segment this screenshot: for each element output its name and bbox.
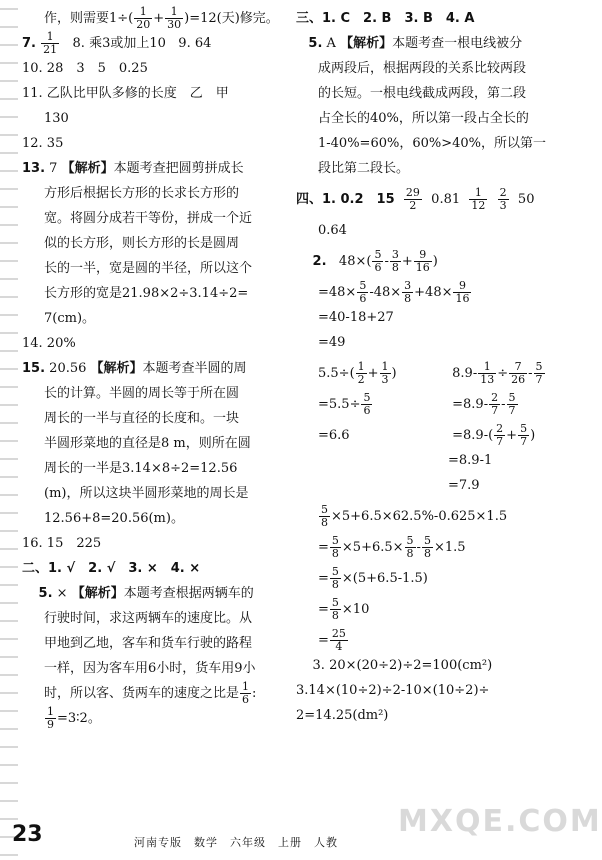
numerator: 5 <box>423 534 431 547</box>
operator: : <box>252 686 257 701</box>
text: )=12(天)修完。 <box>184 11 279 26</box>
answer-16: 16. 15 225 <box>22 536 102 551</box>
answer: 50 <box>517 192 535 207</box>
numerator: 5 <box>374 248 382 261</box>
expr: =8.9-1 <box>448 453 493 468</box>
operator: - <box>501 397 506 412</box>
answer: × <box>56 586 68 601</box>
page-footer <box>12 804 602 852</box>
fraction <box>453 280 471 305</box>
question-number: 15. <box>22 361 46 376</box>
denominator: 8 <box>404 292 412 305</box>
calc-line: =40-18+27 <box>318 310 394 325</box>
expr: 3. 20×(20÷2)÷2=100(cm²) <box>312 658 493 673</box>
numerator: 5 <box>406 534 414 547</box>
answer-3-5 <box>296 31 568 56</box>
denominator: 12 <box>471 199 486 212</box>
expr: =7.9 <box>448 478 480 493</box>
expr: =6.6 <box>318 428 350 443</box>
fraction <box>404 187 422 212</box>
analysis-line: 成两段后，根据两段的关系比较两段 <box>318 61 527 76</box>
analysis-text: 本题考查半圆的周 <box>142 361 247 376</box>
answer-12: 12. 35 <box>22 136 64 151</box>
denominator: 8 <box>331 578 339 591</box>
fraction <box>422 535 433 560</box>
numerator: 5 <box>331 565 339 578</box>
fraction <box>405 535 416 560</box>
fraction <box>534 361 545 386</box>
answer-15 <box>22 356 284 381</box>
denominator: 7 <box>535 373 543 386</box>
numerator: 3 <box>391 248 399 261</box>
right-column <box>296 6 568 728</box>
numerator: 9 <box>414 249 432 262</box>
expr: =8.9- <box>452 397 489 412</box>
analysis-text: =3∶2。 <box>57 711 101 726</box>
denominator: 30 <box>167 18 182 31</box>
analysis-text: 本题考查把圆剪拼成长 <box>113 161 244 176</box>
analysis-line: (m)，所以这块半圆形菜地的周长是 <box>44 486 249 501</box>
denominator: 3 <box>499 199 507 212</box>
operator: - <box>416 540 421 555</box>
denominator: 21 <box>43 43 58 56</box>
numerator: 25 <box>331 627 346 640</box>
analysis-tag: 【解析】 <box>340 36 393 51</box>
denominator: 6 <box>242 693 250 706</box>
numerator: 1 <box>41 31 59 44</box>
denominator: 7 <box>520 435 528 448</box>
fraction <box>402 280 413 305</box>
section-2-answers: 二、1. √ 2. √ 3. × 4. × <box>22 561 201 576</box>
calc-line <box>296 597 568 622</box>
fraction <box>134 6 152 31</box>
denominator: 8 <box>423 547 431 560</box>
numerator: 1 <box>47 705 54 718</box>
fraction <box>478 361 496 386</box>
answer-13 <box>22 156 284 181</box>
analysis-line: 方形后根据长方形的长求长方形的 <box>44 186 240 201</box>
fraction <box>356 361 367 386</box>
analysis-line: 12.56+8=20.56(m)。 <box>44 511 184 526</box>
analysis-line: 宽。将圆分成若干等份，拼成一个近 <box>44 211 253 226</box>
denominator: 6 <box>359 292 367 305</box>
watermark: MXQE.COM <box>398 804 602 839</box>
answer-3-cont: 2=14.25(dm²) <box>296 708 389 723</box>
question-number: 5. <box>38 586 53 601</box>
answer-2-5 <box>22 581 284 606</box>
answer: 0.81 <box>431 192 461 207</box>
fraction <box>330 597 341 622</box>
analysis-tag: 【解析】 <box>71 586 124 601</box>
denominator: 20 <box>136 18 151 31</box>
answers: 四、1. 0.2 15 <box>296 192 395 207</box>
numerator: 2 <box>496 422 504 435</box>
denominator: 6 <box>374 261 382 274</box>
answer-3 <box>296 653 568 678</box>
answer: A <box>326 36 336 51</box>
denominator: 8 <box>321 516 328 529</box>
section-3-answers: 三、1. C 2. B 3. B 4. A <box>296 11 475 26</box>
analysis-tag: 【解析】 <box>61 161 114 176</box>
fraction <box>372 249 383 274</box>
expr: +48× <box>414 285 453 300</box>
denominator: 2 <box>357 373 365 386</box>
answer-7-8-9 <box>22 31 284 56</box>
answer-11: 11. 乙队比甲队多修的长度 乙 甲 <box>22 86 229 101</box>
numerator: 5 <box>321 503 328 516</box>
numerator: 5 <box>359 279 367 292</box>
analysis-line: 占全长的40%，所以第一段占全长的 <box>318 111 529 126</box>
fraction <box>45 706 56 731</box>
fraction <box>330 535 341 560</box>
denominator: 8 <box>331 609 339 622</box>
answer: 0.64 <box>318 223 347 238</box>
analysis-line: 半圆形菜地的直径是8 m，则所在圆 <box>44 436 251 451</box>
fraction <box>240 681 251 706</box>
analysis-tag: 【解析】 <box>90 361 143 376</box>
analysis-text: 本题考查一根电线被分 <box>392 36 523 51</box>
calc-line: =49 <box>318 335 346 350</box>
question-number: 2. <box>312 254 327 269</box>
expr: =5.5÷ <box>318 397 361 412</box>
denominator: 26 <box>511 373 526 386</box>
numerator: 1 <box>242 680 250 693</box>
numerator: 1 <box>478 361 496 374</box>
denominator: 4 <box>335 640 343 653</box>
expr: ×(5+6.5-1.5) <box>341 571 428 586</box>
expr: ×1.5 <box>433 540 466 555</box>
calc-line <box>296 473 568 498</box>
numerator: 1 <box>469 187 487 200</box>
expr: ) <box>432 254 438 269</box>
numerator: 5 <box>331 596 339 609</box>
text: 作，则需要1÷( <box>44 11 134 26</box>
question-number: 5. <box>308 36 323 51</box>
calc-line-pair <box>296 392 568 417</box>
fraction <box>518 423 529 448</box>
answer-14: 14. 20% <box>22 336 76 351</box>
numerator: 29 <box>405 186 420 199</box>
analysis-text: 本题考查根据两辆车的 <box>123 586 254 601</box>
numerator: 2 <box>499 186 507 199</box>
denominator: 8 <box>331 547 339 560</box>
fraction <box>380 361 391 386</box>
calc-line <box>296 535 568 560</box>
numerator: 1 <box>357 360 365 373</box>
numerator: 9 <box>453 280 471 293</box>
expr: = <box>318 602 329 617</box>
expr: = <box>318 571 329 586</box>
answer: 7 <box>49 161 58 176</box>
numerator: 5 <box>331 534 339 547</box>
expr: =8.9-( <box>452 428 494 443</box>
operator: ÷ <box>497 366 509 381</box>
expr: 48×( <box>338 254 372 269</box>
calc-2-line <box>296 249 568 274</box>
analysis-line: 7(cm)。 <box>44 311 96 326</box>
denominator: 8 <box>406 547 414 560</box>
calc-line-pair <box>296 361 568 386</box>
expr: 8.9- <box>452 366 478 381</box>
fraction <box>414 249 432 274</box>
expr: = <box>318 633 329 648</box>
numerator: 5 <box>535 360 543 373</box>
numerator: 5 <box>363 391 371 404</box>
fraction <box>390 249 401 274</box>
answer-10: 10. 28 3 5 0.25 <box>22 61 148 76</box>
fraction <box>489 392 500 417</box>
analysis-line: 长方形的宽是21.98×2÷3.14÷2= <box>44 286 249 301</box>
expr: ×10 <box>341 602 370 617</box>
page-number: 23 <box>12 822 43 847</box>
fraction <box>330 628 348 653</box>
fraction <box>319 504 330 529</box>
operator: - <box>384 254 389 269</box>
denominator: 8 <box>391 261 399 274</box>
fraction <box>330 566 341 591</box>
calc-line <box>296 566 568 591</box>
denominator: 13 <box>480 373 495 386</box>
operator: + <box>506 428 518 443</box>
analysis-line: 周长的一半是3.14×8÷2=12.56 <box>44 461 238 476</box>
fraction <box>361 392 372 417</box>
denominator: 16 <box>415 261 430 274</box>
fraction <box>498 187 509 212</box>
fraction <box>469 187 487 212</box>
numerator: 3 <box>404 279 412 292</box>
calc-line-pair <box>296 423 568 448</box>
answer-8: 8. 乘3或加上10 <box>72 36 166 51</box>
decorative-wavy-edge <box>0 0 18 860</box>
question-number: 13. <box>22 161 46 176</box>
numerator: 1 <box>165 6 183 19</box>
expr: ) <box>391 366 397 381</box>
denominator: 7 <box>508 404 516 417</box>
denominator: 2 <box>409 199 417 212</box>
fraction <box>509 361 527 386</box>
operator: + <box>153 11 165 26</box>
numerator: 5 <box>508 391 516 404</box>
analysis-line <box>22 681 284 706</box>
analysis-line: 的长短。一根电线截成两段，第二段 <box>318 86 527 101</box>
answer-3-cont: 3.14×(10÷2)÷2-10×(10÷2)÷ <box>296 683 490 698</box>
expr: =48× <box>318 285 357 300</box>
fraction <box>165 6 183 31</box>
expr: = <box>318 540 329 555</box>
analysis-text: 时，所以客、货两车的速度之比是 <box>44 686 240 701</box>
operator: - <box>528 366 533 381</box>
calc-line <box>296 448 568 473</box>
numerator: 7 <box>509 361 527 374</box>
calc-line <box>296 280 568 305</box>
expr: 5.5÷( <box>318 366 355 381</box>
answer: 20.56 <box>49 361 87 376</box>
denominator: 7 <box>496 435 504 448</box>
analysis-line: 甲地到乙地，客车和货车行驶的路程 <box>44 636 253 651</box>
answer-line <box>22 6 284 31</box>
calc-line <box>296 628 568 653</box>
fraction <box>507 392 518 417</box>
answer-11-cont: 130 <box>44 111 69 126</box>
expr: -48× <box>369 285 402 300</box>
numerator: 1 <box>381 360 389 373</box>
operator: + <box>401 254 413 269</box>
section-4-answers <box>296 187 568 212</box>
analysis-line <box>22 706 284 731</box>
calc-line <box>296 504 568 529</box>
question-number: 7. <box>22 36 36 51</box>
denominator: 9 <box>47 718 54 731</box>
fraction <box>357 280 368 305</box>
fraction <box>494 423 505 448</box>
analysis-line: 段比第二段长。 <box>318 161 410 176</box>
fraction <box>41 31 59 56</box>
numerator: 5 <box>520 422 528 435</box>
numerator: 1 <box>134 6 152 19</box>
operator: + <box>367 366 379 381</box>
analysis-line: 行驶时间，求这两辆车的速度比。从 <box>44 611 253 626</box>
expr: ) <box>530 428 536 443</box>
denominator: 7 <box>491 404 499 417</box>
analysis-line: 周长的一半与直径的长度和。一块 <box>44 411 240 426</box>
expr: ×5+6.5×62.5%-0.625×1.5 <box>331 509 508 524</box>
analysis-line: 一样，因为客车用6小时，货车用9小 <box>44 661 256 676</box>
analysis-line: 长的一半，宽是圆的半径，所以这个 <box>44 261 253 276</box>
expr: ×5+6.5× <box>341 540 404 555</box>
analysis-line: 1-40%=60%，60%>40%，所以第一 <box>318 136 547 151</box>
analysis-line: 似的长方形，则长方形的长是圆周 <box>44 236 240 251</box>
numerator: 2 <box>491 391 499 404</box>
denominator: 6 <box>363 404 371 417</box>
denominator: 3 <box>381 373 389 386</box>
left-column <box>22 6 284 731</box>
denominator: 16 <box>455 292 470 305</box>
answer-9: 9. 64 <box>178 36 212 51</box>
footer-text: 河南专版 数学 六年级 上册 人教 <box>134 836 338 849</box>
analysis-line: 长的计算。半圆的周长等于所在圆 <box>44 386 240 401</box>
